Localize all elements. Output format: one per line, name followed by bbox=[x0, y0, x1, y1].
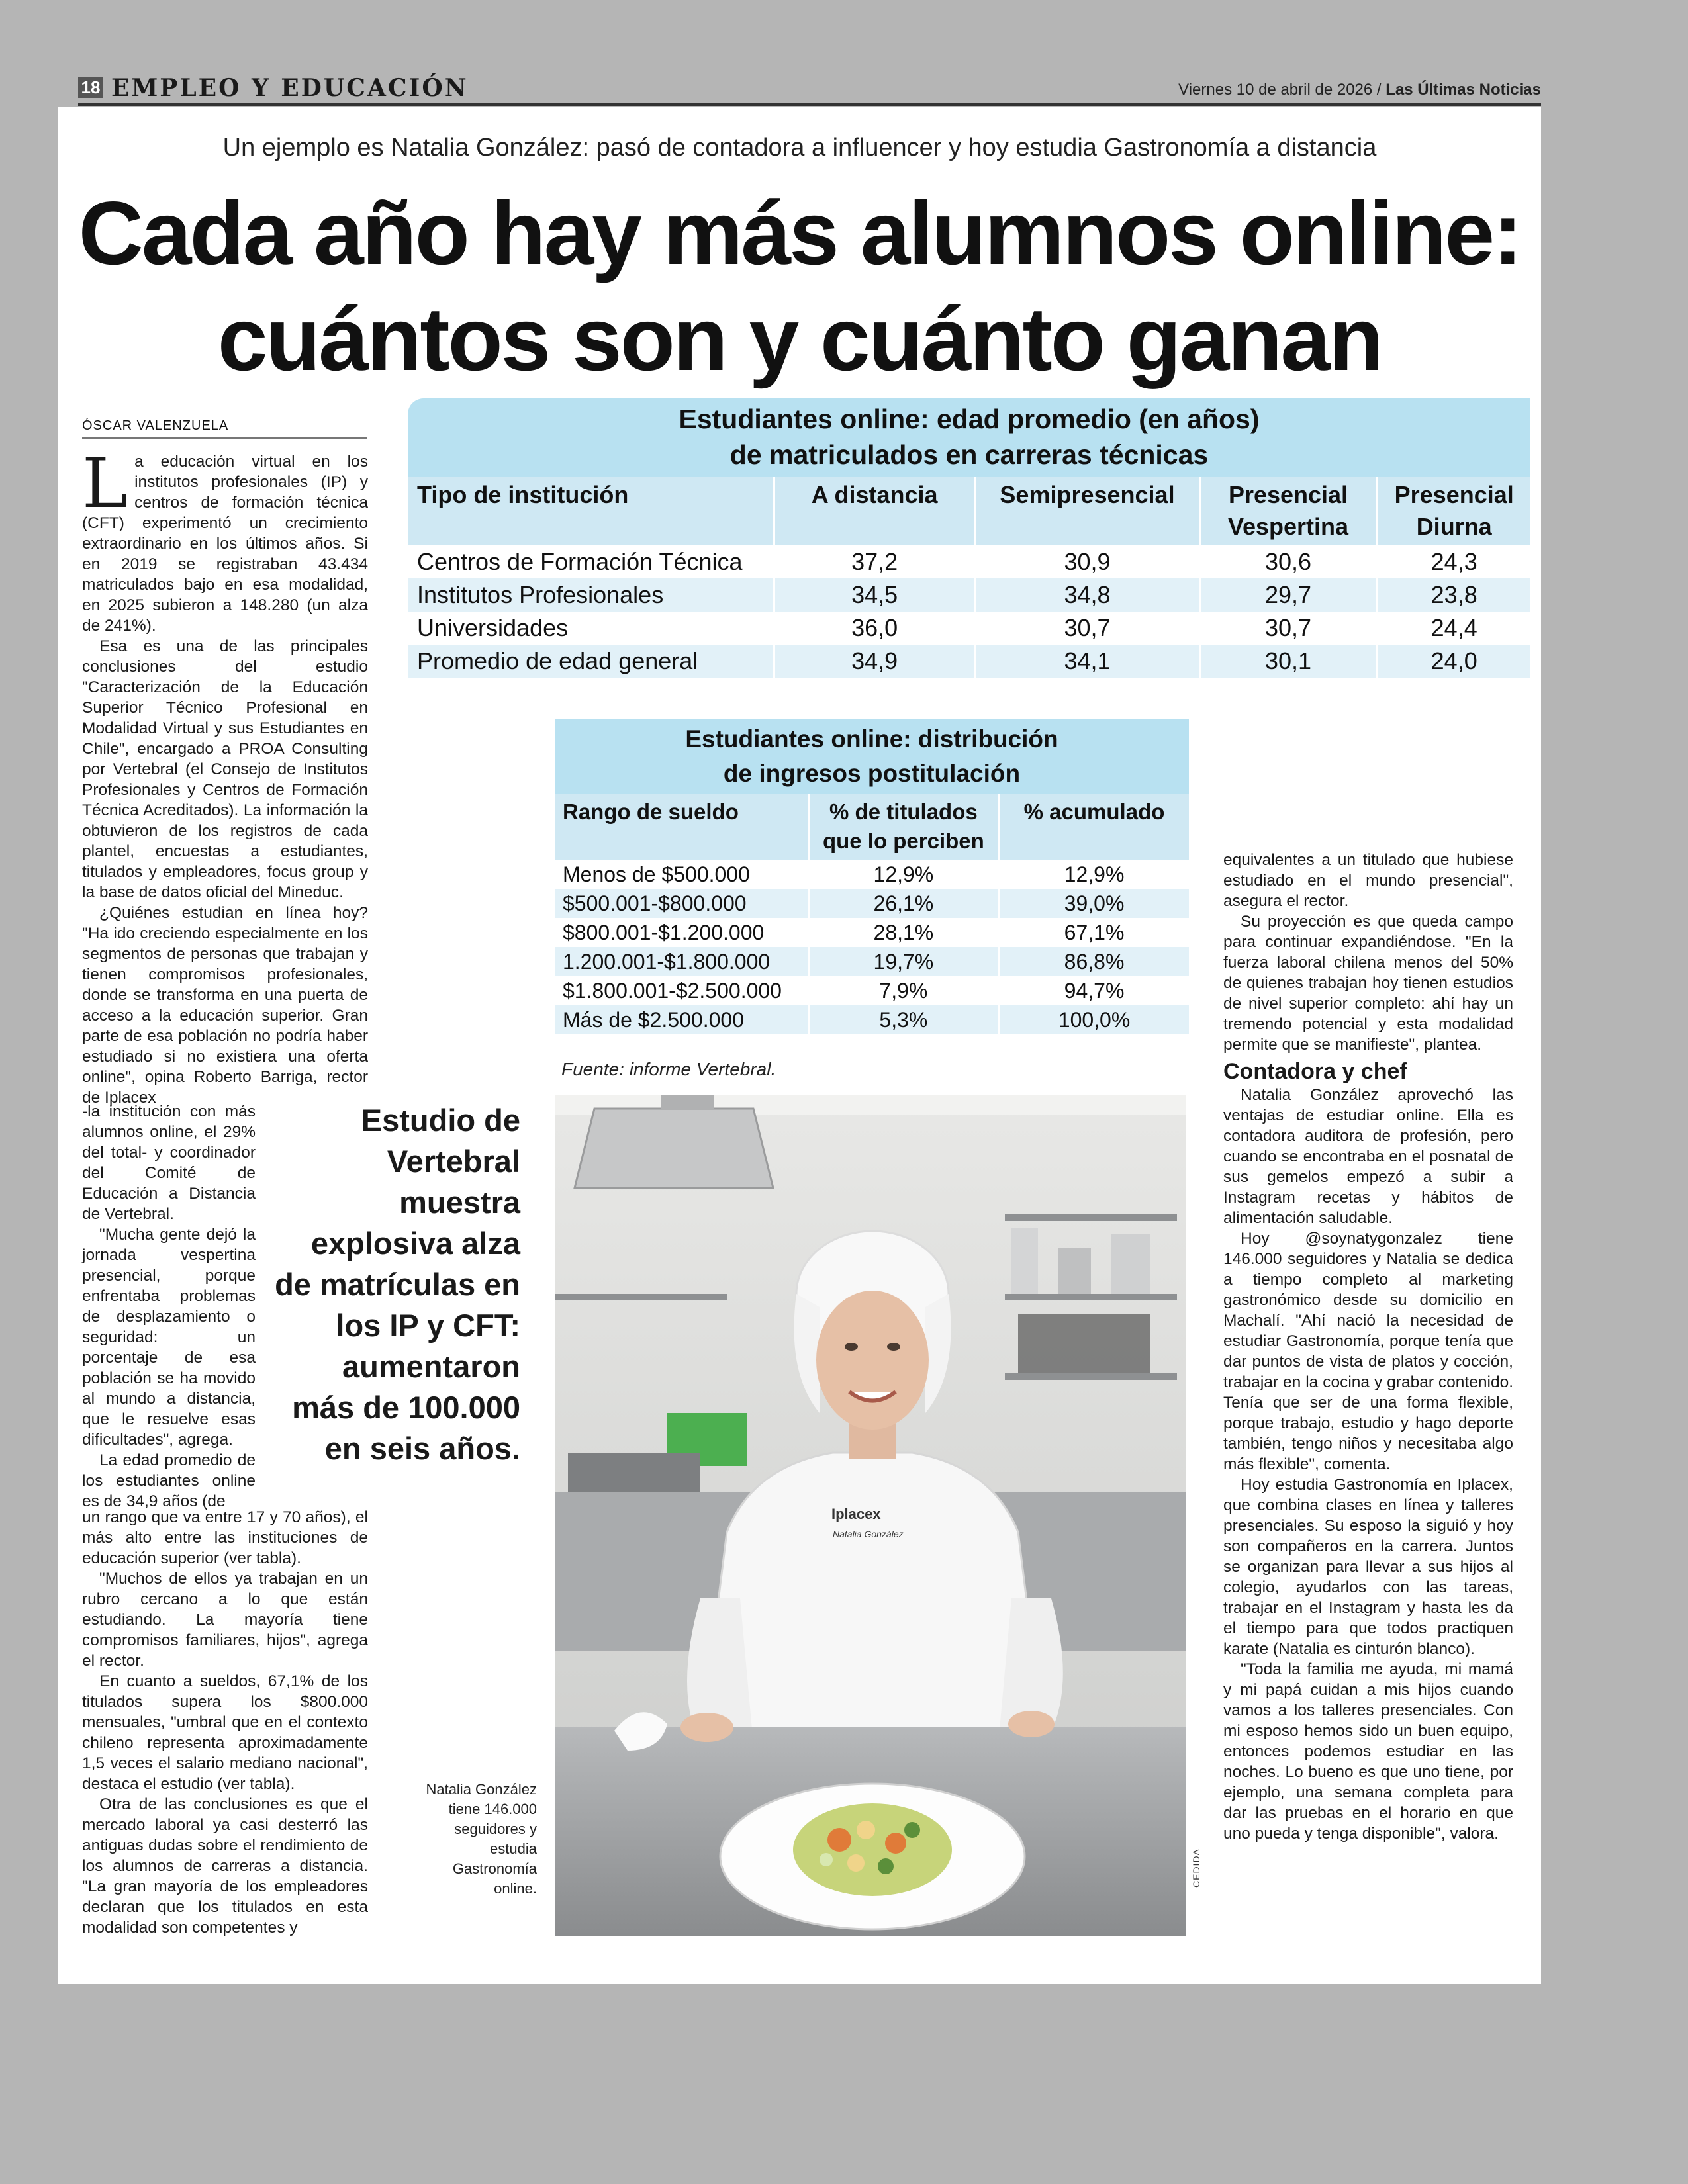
publication-name: Las Últimas Noticias bbox=[1385, 81, 1541, 99]
dateline bbox=[1178, 81, 1541, 99]
table-row bbox=[555, 947, 1189, 976]
table-cell: 7,9% bbox=[808, 976, 998, 1005]
column-header: Semipresencial bbox=[975, 477, 1199, 545]
table-cell: 19,7% bbox=[808, 947, 998, 976]
age-table-header-row bbox=[408, 477, 1530, 545]
income-table-header-row bbox=[555, 794, 1189, 860]
table-cell: 24,0 bbox=[1377, 645, 1530, 678]
table-cell: 39,0% bbox=[999, 889, 1189, 918]
column-header: Presencial Diurna bbox=[1377, 477, 1530, 545]
table-cell: 5,3% bbox=[808, 1005, 998, 1034]
table-cell: 29,7 bbox=[1199, 578, 1377, 612]
table-cell: 12,9% bbox=[999, 860, 1189, 889]
table-cell: 100,0% bbox=[999, 1005, 1189, 1034]
table-cell: 37,2 bbox=[774, 545, 974, 578]
table-cell: Institutos Profesionales bbox=[408, 578, 774, 612]
table-cell: Menos de $500.000 bbox=[555, 860, 808, 889]
age-table-title bbox=[408, 398, 1530, 477]
headline-line-1: Cada año hay más alumnos online: bbox=[78, 183, 1521, 283]
table-cell: Más de $2.500.000 bbox=[555, 1005, 808, 1034]
table-cell: 24,3 bbox=[1377, 545, 1530, 578]
paragraph: La educación virtual en los institutos profesionales (IP) y centros de formación técnica (CFT) experimentó un crecimiento extraordinario en los últimos años. Si en 2019 se registraban 43.434 matriculados bajo en esa modalidad, en 2025 subieron a 148.280 (un alza de 241%). bbox=[82, 443, 368, 635]
table-cell: Universidades bbox=[408, 612, 774, 645]
table-cell: 36,0 bbox=[774, 612, 974, 645]
table-cell: $1.800.001-$2.500.000 bbox=[555, 976, 808, 1005]
table-cell: 34,8 bbox=[975, 578, 1199, 612]
separator: / bbox=[1376, 81, 1382, 99]
paragraph: Esa es una de las principales conclusiones del estudio "Caracterización de la Educación Superior Técnico Profesional en Modalidad Virtual y sus Estudiantes en Chile", encargado a PROA Consulting por Vertebral (el Consejo de Institutos Profesionales y Centros de Formación Técnica Acreditados). La información la obtuvieron de los registros de cada plantel, encuestas a estudiantes, titulados y empleadores, focus group y la base de datos oficial del Mineduc. bbox=[82, 637, 368, 901]
photo-credit: CEDIDA bbox=[1191, 1848, 1201, 1888]
table-cell: $800.001-$1.200.000 bbox=[555, 918, 808, 947]
paragraph: "Mucha gente dejó la jornada vespertina presencial, porque enfrentaba problemas de desplazamiento o seguridad: un porcentaje de esa población se ha movido al mundo a distancia, que le resuelve esas dificultades", agrega. bbox=[82, 1226, 256, 1449]
apron-name: Natalia González bbox=[833, 1529, 904, 1539]
age-table-title-line-1: Estudiantes online: edad promedio (en años) bbox=[679, 404, 1260, 434]
age-table bbox=[408, 398, 1530, 678]
column-header: Presencial Vespertina bbox=[1199, 477, 1377, 545]
headline-line-2: cuántos son y cuánto ganan bbox=[217, 289, 1382, 389]
section-title: EMPLEO Y EDUCACIÓN bbox=[111, 74, 469, 102]
paragraph: Hoy estudia Gastronomía en Iplacex, que combina clases en línea y talleres presenciales. Su esposo la siguió y hoy son compañeros en la carrera. Juntos se organizan para llevar a sus hijos al colegio, ayudarlos con las tareas, trabajar en el Instagram y hasta les da el tiempo para que todos practiquen karate (Natalia es cinturón blanco). bbox=[1223, 1476, 1513, 1658]
subhead: Contadora y chef bbox=[1223, 1059, 1407, 1084]
table-row bbox=[555, 860, 1189, 889]
table-cell: 26,1% bbox=[808, 889, 998, 918]
paragraph: -la institución con más alumnos online, el 29% del total- y coordinador del Comité de Educación a Distancia de Vertebral. bbox=[82, 1103, 256, 1223]
paragraph: "Toda la familia me ayuda, mi mamá y mi papá cuidan a mis hijos cuando vamos a los talleres presenciales. Con mi esposo hemos sido un buen equipo, entonces podemos estudiar en las noches. Lo bueno es que uno tiene, por ejemplo, una semana completa para dar las pruebas en el horario en que uno pueda y tenga disponible", valora. bbox=[1223, 1661, 1513, 1843]
table-cell: 34,5 bbox=[774, 578, 974, 612]
header-rule bbox=[78, 103, 1541, 106]
paragraph: Hoy @soynatygonzalez tiene 146.000 seguidores y Natalia se dedica a tiempo completo al marketing gastronómico desde su domicilio en Machalí. "Ahí nació la necesidad de estudiar Gastronomía, porque tenía que dar puntos de vista de platos y cocción, trabajar en la cocina y grabar contenido. Tenía que ser de una forma flexible, porque trabajo, estudio y hago deporte también, tengo niños y necesitaba algo más flexible", comenta. bbox=[1223, 1230, 1513, 1473]
age-table-title-line-2: de matriculados en carreras técnicas bbox=[729, 439, 1209, 470]
table-row bbox=[555, 976, 1189, 1005]
chef-photo bbox=[555, 1095, 1186, 1936]
table-row bbox=[408, 645, 1530, 678]
table-cell: 30,7 bbox=[1199, 612, 1377, 645]
table-row bbox=[555, 918, 1189, 947]
paragraph: Su proyección es que queda campo para continuar expandiéndose. "En la fuerza laboral chilena menos del 50% de quienes trabajan hoy tienen estudios de nivel superior completo: ahí hay un tremendo potencial y esta modalidad permite que se manifieste", plantea. bbox=[1223, 913, 1513, 1054]
table-row bbox=[408, 545, 1530, 578]
paragraph: equivalentes a un titulado que hubiese estudiado en el mundo presencial", asegura el rector. bbox=[1223, 851, 1513, 910]
article-column-3 bbox=[1223, 850, 1513, 1844]
table-cell: 30,1 bbox=[1199, 645, 1377, 678]
table-cell: 28,1% bbox=[808, 918, 998, 947]
article-column-1 bbox=[82, 443, 368, 1108]
paragraph: Otra de las conclusiones es que el mercado laboral ya casi desterró las antiguas dudas sobre el rendimiento de los alumnos de carreras a distancia. "La gran mayoría de los empleadores declaran que los titulados en esta modalidad son competentes y bbox=[82, 1796, 368, 1936]
byline: ÓSCAR VALENZUELA bbox=[82, 418, 367, 439]
pull-quote: Estudio de Vertebral muestra explosiva alza de matrículas en los IP y CFT: aumentaron más de 100.000 en seis años. bbox=[275, 1103, 520, 1466]
table-cell: Promedio de edad general bbox=[408, 645, 774, 678]
column-header: Tipo de institución bbox=[408, 477, 774, 545]
column-header: % acumulado bbox=[999, 794, 1189, 860]
column-header: Rango de sueldo bbox=[555, 794, 808, 860]
table-cell: 67,1% bbox=[999, 918, 1189, 947]
table-cell: 94,7% bbox=[999, 976, 1189, 1005]
table-cell: 34,1 bbox=[975, 645, 1199, 678]
table-cell: 30,6 bbox=[1199, 545, 1377, 578]
paragraph: un rango que va entre 17 y 70 años), el más alto entre las instituciones de educación superior (ver tabla). bbox=[82, 1508, 368, 1567]
article-column-1-narrow bbox=[82, 1101, 256, 1512]
table-cell: 1.200.001-$1.800.000 bbox=[555, 947, 808, 976]
table-row bbox=[555, 889, 1189, 918]
photo-caption: Natalia González tiene 146.000 seguidores y estudia Gastronomía online. bbox=[426, 1781, 537, 1897]
income-table bbox=[555, 719, 1189, 1034]
paragraph: La edad promedio de los estudiantes online es de 34,9 años (de bbox=[82, 1451, 256, 1510]
table-cell: 30,9 bbox=[975, 545, 1199, 578]
date: Viernes 10 de abril de 2026 bbox=[1178, 81, 1373, 99]
table-cell: Centros de Formación Técnica bbox=[408, 545, 774, 578]
kicker: Un ejemplo es Natalia González: pasó de contadora a influencer y hoy estudia Gastronomía a distancia bbox=[222, 134, 1377, 161]
column-header: % de titulados que lo perciben bbox=[808, 794, 998, 860]
drop-cap: L bbox=[82, 443, 128, 523]
table-cell: 86,8% bbox=[999, 947, 1189, 976]
column-header: A distancia bbox=[774, 477, 974, 545]
paragraph: "Muchos de ellos ya trabajan en un rubro cercano a lo que están estudiando. La mayoría tiene compromisos familiares, hijos", agrega el rector. bbox=[82, 1570, 368, 1670]
table-cell: 24,4 bbox=[1377, 612, 1530, 645]
newspaper-page bbox=[58, 107, 1541, 1984]
income-table-title-line-1: Estudiantes online: distribución bbox=[685, 725, 1058, 752]
apron-logo: Iplacex bbox=[831, 1506, 881, 1522]
table-cell: 23,8 bbox=[1377, 578, 1530, 612]
page-number: 18 bbox=[78, 77, 103, 98]
table-row bbox=[408, 578, 1530, 612]
table-cell: 34,9 bbox=[774, 645, 974, 678]
table-row bbox=[408, 612, 1530, 645]
table-source: Fuente: informe Vertebral. bbox=[561, 1059, 776, 1079]
paragraph: ¿Quiénes estudian en línea hoy? "Ha ido creciendo especialmente en los segmentos de personas que trabajan y tienen compromisos profesionales, donde se transforma en una puerta de acceso a la educación superior. Gran parte de esa población no podría haber estudiado si no existiera una oferta online", opina Roberto Barriga, rector de Iplacex bbox=[82, 904, 368, 1107]
table-cell: 12,9% bbox=[808, 860, 998, 889]
table-row bbox=[555, 1005, 1189, 1034]
income-table-title bbox=[555, 719, 1189, 794]
income-table-title-line-2: de ingresos postitulación bbox=[723, 760, 1021, 787]
article-column-1-bottom bbox=[82, 1507, 368, 1938]
headline bbox=[58, 180, 1541, 392]
page-header bbox=[78, 74, 1541, 103]
paragraph: Natalia González aprovechó las ventajas de estudiar online. Ella es contadora auditora de profesión, pero cuando se encontraba en el posnatal de sus gemelos empezó a subir a Instagram recetas y hábitos de alimentación saludable. bbox=[1223, 1086, 1513, 1227]
paragraph: En cuanto a sueldos, 67,1% de los titulados supera los $800.000 mensuales, "umbral que en el contexto chileno representa aproximadamente 1,5 veces el salario mediano nacional", destaca el estudio (ver tabla). bbox=[82, 1672, 368, 1793]
table-cell: $500.001-$800.000 bbox=[555, 889, 808, 918]
table-cell: 30,7 bbox=[975, 612, 1199, 645]
